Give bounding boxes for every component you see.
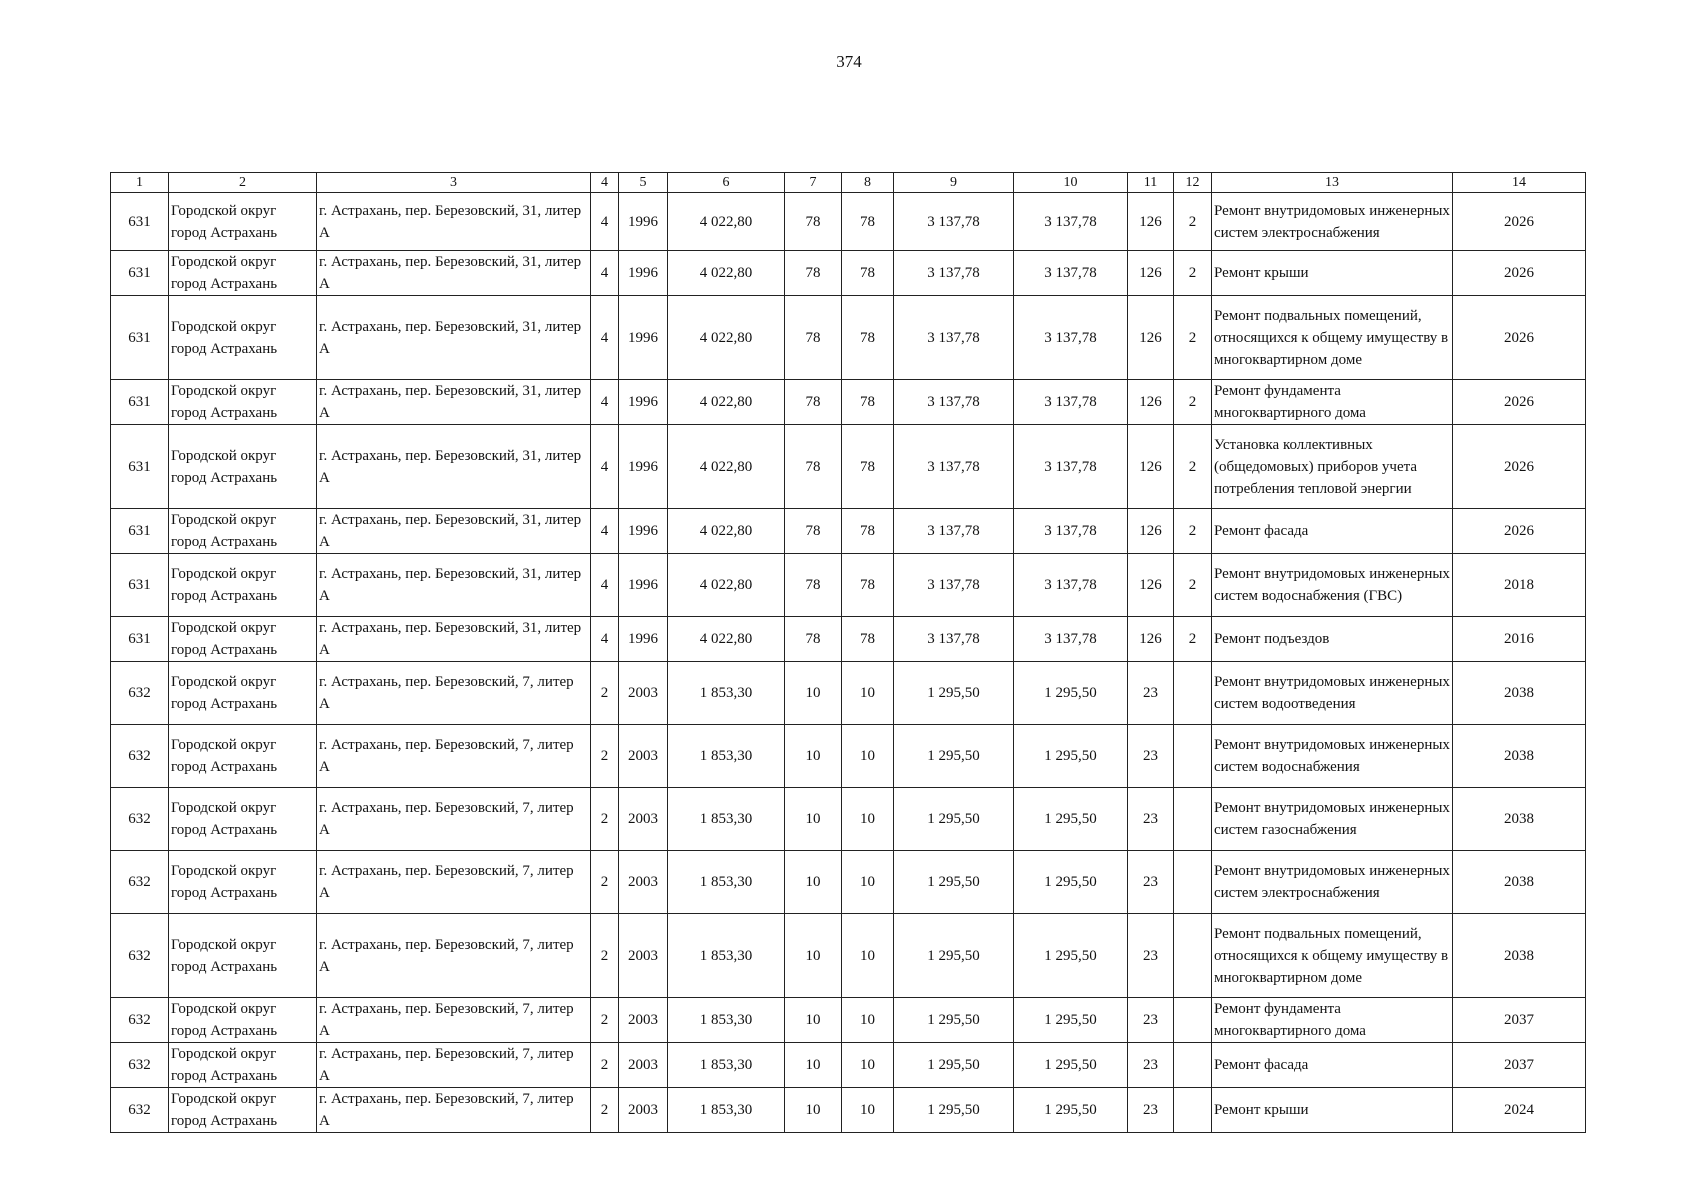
cell-col10: 1 295,50 <box>1014 851 1128 914</box>
cell-col11: 23 <box>1128 1088 1174 1133</box>
table-row <box>111 554 1586 617</box>
cell-floors: 2 <box>591 914 619 998</box>
cell-planned-year: 2026 <box>1453 296 1586 380</box>
column-header-4: 4 <box>591 173 619 193</box>
cell-year-built: 2003 <box>619 1043 668 1088</box>
table-row <box>111 851 1586 914</box>
cell-municipality: Городской округ город Астрахань <box>169 617 317 662</box>
cell-year-built: 2003 <box>619 851 668 914</box>
cell-col8: 78 <box>842 251 894 296</box>
cell-address: г. Астрахань, пер. Березовский, 31, литер А <box>317 380 591 425</box>
cell-col9: 3 137,78 <box>894 251 1014 296</box>
cell-col9: 3 137,78 <box>894 425 1014 509</box>
cell-id: 632 <box>111 725 169 788</box>
cell-col9: 1 295,50 <box>894 1088 1014 1133</box>
column-header-10: 10 <box>1014 173 1128 193</box>
cell-address: г. Астрахань, пер. Березовский, 7, литер А <box>317 725 591 788</box>
column-header-8: 8 <box>842 173 894 193</box>
cell-col7: 78 <box>785 251 842 296</box>
cell-year-built: 2003 <box>619 788 668 851</box>
cell-col9: 1 295,50 <box>894 851 1014 914</box>
column-header-7: 7 <box>785 173 842 193</box>
cell-col12: 2 <box>1174 617 1212 662</box>
cell-col9: 3 137,78 <box>894 509 1014 554</box>
table-row <box>111 296 1586 380</box>
cell-work-type: Ремонт подвальных помещений, относящихся к общему имуществу в многоквартирном доме <box>1212 914 1453 998</box>
cell-planned-year: 2037 <box>1453 1043 1586 1088</box>
table-row <box>111 788 1586 851</box>
cell-address: г. Астрахань, пер. Березовский, 31, литер А <box>317 193 591 251</box>
cell-year-built: 1996 <box>619 554 668 617</box>
cell-col9: 1 295,50 <box>894 1043 1014 1088</box>
table-row <box>111 1088 1586 1133</box>
cell-floors: 4 <box>591 554 619 617</box>
cell-work-type: Ремонт внутридомовых инженерных систем электроснабжения <box>1212 851 1453 914</box>
cell-planned-year: 2038 <box>1453 725 1586 788</box>
cell-year-built: 2003 <box>619 1088 668 1133</box>
cell-id: 631 <box>111 193 169 251</box>
table-row <box>111 251 1586 296</box>
cell-col10: 1 295,50 <box>1014 662 1128 725</box>
cell-col9: 3 137,78 <box>894 193 1014 251</box>
cell-address: г. Астрахань, пер. Березовский, 7, литер А <box>317 662 591 725</box>
cell-col10: 3 137,78 <box>1014 380 1128 425</box>
cell-id: 631 <box>111 617 169 662</box>
cell-address: г. Астрахань, пер. Березовский, 7, литер А <box>317 1088 591 1133</box>
cell-planned-year: 2026 <box>1453 193 1586 251</box>
cell-col8: 78 <box>842 617 894 662</box>
cell-floors: 2 <box>591 725 619 788</box>
cell-address: г. Астрахань, пер. Березовский, 7, литер А <box>317 998 591 1043</box>
cell-floors: 4 <box>591 509 619 554</box>
cell-col11: 126 <box>1128 193 1174 251</box>
cell-col7: 78 <box>785 554 842 617</box>
cell-col6: 4 022,80 <box>668 554 785 617</box>
cell-col9: 3 137,78 <box>894 296 1014 380</box>
cell-planned-year: 2026 <box>1453 425 1586 509</box>
cell-col9: 1 295,50 <box>894 662 1014 725</box>
cell-work-type: Ремонт фундамента многоквартирного дома <box>1212 380 1453 425</box>
cell-floors: 4 <box>591 617 619 662</box>
cell-work-type: Ремонт подъездов <box>1212 617 1453 662</box>
cell-work-type: Ремонт внутридомовых инженерных систем водоотведения <box>1212 662 1453 725</box>
cell-col8: 10 <box>842 662 894 725</box>
cell-planned-year: 2038 <box>1453 788 1586 851</box>
cell-municipality: Городской округ город Астрахань <box>169 725 317 788</box>
cell-municipality: Городской округ город Астрахань <box>169 193 317 251</box>
cell-floors: 4 <box>591 251 619 296</box>
cell-col8: 78 <box>842 425 894 509</box>
cell-col10: 1 295,50 <box>1014 725 1128 788</box>
cell-year-built: 1996 <box>619 251 668 296</box>
cell-municipality: Городской округ город Астрахань <box>169 509 317 554</box>
column-header-11: 11 <box>1128 173 1174 193</box>
cell-col12: 2 <box>1174 509 1212 554</box>
cell-col11: 126 <box>1128 509 1174 554</box>
column-number-row <box>111 173 1586 193</box>
cell-planned-year: 2038 <box>1453 851 1586 914</box>
cell-floors: 2 <box>591 851 619 914</box>
cell-address: г. Астрахань, пер. Березовский, 7, литер А <box>317 1043 591 1088</box>
column-header-13: 13 <box>1212 173 1453 193</box>
column-header-5: 5 <box>619 173 668 193</box>
cell-col7: 78 <box>785 425 842 509</box>
cell-col6: 4 022,80 <box>668 296 785 380</box>
cell-col12: 2 <box>1174 193 1212 251</box>
cell-id: 632 <box>111 662 169 725</box>
cell-col10: 3 137,78 <box>1014 251 1128 296</box>
cell-address: г. Астрахань, пер. Березовский, 31, литер А <box>317 251 591 296</box>
cell-municipality: Городской округ город Астрахань <box>169 851 317 914</box>
cell-id: 632 <box>111 1043 169 1088</box>
cell-year-built: 2003 <box>619 998 668 1043</box>
cell-address: г. Астрахань, пер. Березовский, 31, литер А <box>317 509 591 554</box>
column-header-3: 3 <box>317 173 591 193</box>
cell-col9: 3 137,78 <box>894 554 1014 617</box>
cell-col9: 1 295,50 <box>894 725 1014 788</box>
cell-work-type: Ремонт внутридомовых инженерных систем водоснабжения (ГВС) <box>1212 554 1453 617</box>
cell-floors: 4 <box>591 296 619 380</box>
cell-col6: 4 022,80 <box>668 509 785 554</box>
cell-id: 632 <box>111 788 169 851</box>
table-row <box>111 914 1586 998</box>
table-row <box>111 998 1586 1043</box>
cell-col11: 23 <box>1128 914 1174 998</box>
cell-planned-year: 2016 <box>1453 617 1586 662</box>
cell-floors: 2 <box>591 662 619 725</box>
cell-col12 <box>1174 998 1212 1043</box>
cell-col7: 78 <box>785 296 842 380</box>
table-body <box>111 193 1586 1133</box>
cell-col12 <box>1174 1088 1212 1133</box>
cell-municipality: Городской округ город Астрахань <box>169 1043 317 1088</box>
cell-col10: 3 137,78 <box>1014 193 1128 251</box>
cell-work-type: Ремонт внутридомовых инженерных систем водоснабжения <box>1212 725 1453 788</box>
cell-planned-year: 2026 <box>1453 509 1586 554</box>
cell-address: г. Астрахань, пер. Березовский, 31, литер А <box>317 296 591 380</box>
cell-col8: 10 <box>842 851 894 914</box>
cell-col8: 10 <box>842 1088 894 1133</box>
cell-col11: 23 <box>1128 998 1174 1043</box>
cell-col10: 1 295,50 <box>1014 998 1128 1043</box>
page-number: 374 <box>836 52 862 71</box>
cell-col11: 126 <box>1128 296 1174 380</box>
cell-work-type: Ремонт фундамента многоквартирного дома <box>1212 998 1453 1043</box>
cell-address: г. Астрахань, пер. Березовский, 7, литер А <box>317 788 591 851</box>
cell-col11: 126 <box>1128 251 1174 296</box>
table-row <box>111 1043 1586 1088</box>
cell-col6: 1 853,30 <box>668 914 785 998</box>
cell-col7: 10 <box>785 662 842 725</box>
column-header-6: 6 <box>668 173 785 193</box>
cell-col11: 126 <box>1128 425 1174 509</box>
cell-col12: 2 <box>1174 296 1212 380</box>
cell-planned-year: 2024 <box>1453 1088 1586 1133</box>
cell-id: 632 <box>111 1088 169 1133</box>
cell-work-type: Установка коллективных (общедомовых) приборов учета потребления тепловой энергии <box>1212 425 1453 509</box>
cell-municipality: Городской округ город Астрахань <box>169 914 317 998</box>
column-header-9: 9 <box>894 173 1014 193</box>
cell-col8: 78 <box>842 193 894 251</box>
cell-col6: 1 853,30 <box>668 998 785 1043</box>
cell-col6: 4 022,80 <box>668 193 785 251</box>
cell-col7: 78 <box>785 380 842 425</box>
cell-col12: 2 <box>1174 425 1212 509</box>
cell-col11: 23 <box>1128 851 1174 914</box>
cell-municipality: Городской округ город Астрахань <box>169 998 317 1043</box>
cell-col11: 23 <box>1128 788 1174 851</box>
cell-col8: 10 <box>842 914 894 998</box>
cell-planned-year: 2026 <box>1453 380 1586 425</box>
column-header-14: 14 <box>1453 173 1586 193</box>
cell-planned-year: 2038 <box>1453 662 1586 725</box>
cell-col7: 10 <box>785 725 842 788</box>
cell-col12 <box>1174 914 1212 998</box>
cell-address: г. Астрахань, пер. Березовский, 7, литер А <box>317 914 591 998</box>
cell-col11: 126 <box>1128 554 1174 617</box>
cell-floors: 2 <box>591 788 619 851</box>
cell-col6: 1 853,30 <box>668 662 785 725</box>
cell-id: 631 <box>111 425 169 509</box>
cell-col7: 10 <box>785 914 842 998</box>
table-row <box>111 425 1586 509</box>
cell-col6: 1 853,30 <box>668 851 785 914</box>
table-row <box>111 725 1586 788</box>
cell-col11: 23 <box>1128 725 1174 788</box>
cell-id: 631 <box>111 296 169 380</box>
cell-year-built: 2003 <box>619 725 668 788</box>
cell-floors: 2 <box>591 1088 619 1133</box>
cell-col6: 1 853,30 <box>668 725 785 788</box>
column-header-1: 1 <box>111 173 169 193</box>
cell-col10: 1 295,50 <box>1014 1088 1128 1133</box>
cell-col12: 2 <box>1174 380 1212 425</box>
cell-col6: 4 022,80 <box>668 425 785 509</box>
table-row <box>111 662 1586 725</box>
cell-work-type: Ремонт внутридомовых инженерных систем электроснабжения <box>1212 193 1453 251</box>
cell-address: г. Астрахань, пер. Березовский, 31, литер А <box>317 425 591 509</box>
cell-floors: 4 <box>591 425 619 509</box>
cell-col6: 1 853,30 <box>668 788 785 851</box>
cell-col11: 23 <box>1128 662 1174 725</box>
cell-col7: 78 <box>785 193 842 251</box>
table-row <box>111 193 1586 251</box>
cell-address: г. Астрахань, пер. Березовский, 31, литер А <box>317 554 591 617</box>
cell-col8: 10 <box>842 725 894 788</box>
cell-municipality: Городской округ город Астрахань <box>169 554 317 617</box>
cell-id: 631 <box>111 380 169 425</box>
cell-municipality: Городской округ город Астрахань <box>169 788 317 851</box>
cell-planned-year: 2037 <box>1453 998 1586 1043</box>
cell-year-built: 1996 <box>619 380 668 425</box>
cell-col11: 23 <box>1128 1043 1174 1088</box>
cell-planned-year: 2038 <box>1453 914 1586 998</box>
cell-floors: 4 <box>591 193 619 251</box>
cell-planned-year: 2018 <box>1453 554 1586 617</box>
cell-municipality: Городской округ город Астрахань <box>169 662 317 725</box>
cell-municipality: Городской округ город Астрахань <box>169 296 317 380</box>
cell-col9: 1 295,50 <box>894 914 1014 998</box>
cell-col8: 78 <box>842 296 894 380</box>
repair-schedule-table <box>110 172 1586 1133</box>
cell-col7: 78 <box>785 509 842 554</box>
cell-id: 632 <box>111 914 169 998</box>
cell-col8: 78 <box>842 509 894 554</box>
cell-year-built: 1996 <box>619 617 668 662</box>
cell-planned-year: 2026 <box>1453 251 1586 296</box>
cell-col7: 10 <box>785 788 842 851</box>
cell-col9: 3 137,78 <box>894 617 1014 662</box>
cell-col9: 1 295,50 <box>894 788 1014 851</box>
cell-col7: 10 <box>785 998 842 1043</box>
cell-col6: 4 022,80 <box>668 251 785 296</box>
cell-year-built: 1996 <box>619 193 668 251</box>
table-row <box>111 380 1586 425</box>
cell-col9: 1 295,50 <box>894 998 1014 1043</box>
column-header-12: 12 <box>1174 173 1212 193</box>
column-header-2: 2 <box>169 173 317 193</box>
cell-id: 631 <box>111 554 169 617</box>
cell-col11: 126 <box>1128 380 1174 425</box>
cell-year-built: 2003 <box>619 662 668 725</box>
cell-col10: 3 137,78 <box>1014 554 1128 617</box>
cell-municipality: Городской округ город Астрахань <box>169 425 317 509</box>
table-row <box>111 617 1586 662</box>
cell-col12 <box>1174 662 1212 725</box>
cell-address: г. Астрахань, пер. Березовский, 31, литер А <box>317 617 591 662</box>
cell-col9: 3 137,78 <box>894 380 1014 425</box>
cell-year-built: 1996 <box>619 296 668 380</box>
cell-id: 631 <box>111 509 169 554</box>
cell-col10: 1 295,50 <box>1014 914 1128 998</box>
cell-col6: 4 022,80 <box>668 617 785 662</box>
cell-col8: 10 <box>842 788 894 851</box>
cell-floors: 2 <box>591 1043 619 1088</box>
cell-col12: 2 <box>1174 251 1212 296</box>
table-container <box>110 172 1585 1133</box>
cell-col12 <box>1174 725 1212 788</box>
cell-col7: 10 <box>785 1088 842 1133</box>
cell-col8: 78 <box>842 554 894 617</box>
cell-col10: 3 137,78 <box>1014 509 1128 554</box>
cell-col10: 3 137,78 <box>1014 617 1128 662</box>
cell-col12: 2 <box>1174 554 1212 617</box>
cell-col12 <box>1174 1043 1212 1088</box>
cell-year-built: 1996 <box>619 509 668 554</box>
cell-municipality: Городской округ город Астрахань <box>169 380 317 425</box>
cell-col7: 10 <box>785 851 842 914</box>
cell-col10: 1 295,50 <box>1014 1043 1128 1088</box>
cell-floors: 4 <box>591 380 619 425</box>
cell-id: 631 <box>111 251 169 296</box>
cell-floors: 2 <box>591 998 619 1043</box>
cell-col8: 78 <box>842 380 894 425</box>
cell-col8: 10 <box>842 1043 894 1088</box>
table-row <box>111 509 1586 554</box>
cell-col12 <box>1174 788 1212 851</box>
cell-col10: 3 137,78 <box>1014 425 1128 509</box>
cell-col10: 3 137,78 <box>1014 296 1128 380</box>
cell-work-type: Ремонт подвальных помещений, относящихся к общему имуществу в многоквартирном доме <box>1212 296 1453 380</box>
cell-work-type: Ремонт крыши <box>1212 1088 1453 1133</box>
cell-address: г. Астрахань, пер. Березовский, 7, литер А <box>317 851 591 914</box>
cell-id: 632 <box>111 851 169 914</box>
cell-col6: 1 853,30 <box>668 1088 785 1133</box>
cell-col6: 4 022,80 <box>668 380 785 425</box>
cell-col10: 1 295,50 <box>1014 788 1128 851</box>
cell-year-built: 1996 <box>619 425 668 509</box>
cell-work-type: Ремонт фасада <box>1212 1043 1453 1088</box>
cell-col11: 126 <box>1128 617 1174 662</box>
cell-col7: 78 <box>785 617 842 662</box>
cell-year-built: 2003 <box>619 914 668 998</box>
cell-work-type: Ремонт внутридомовых инженерных систем газоснабжения <box>1212 788 1453 851</box>
cell-col7: 10 <box>785 1043 842 1088</box>
cell-municipality: Городской округ город Астрахань <box>169 1088 317 1133</box>
cell-work-type: Ремонт фасада <box>1212 509 1453 554</box>
cell-col6: 1 853,30 <box>668 1043 785 1088</box>
cell-municipality: Городской округ город Астрахань <box>169 251 317 296</box>
cell-work-type: Ремонт крыши <box>1212 251 1453 296</box>
cell-col8: 10 <box>842 998 894 1043</box>
cell-col12 <box>1174 851 1212 914</box>
cell-id: 632 <box>111 998 169 1043</box>
